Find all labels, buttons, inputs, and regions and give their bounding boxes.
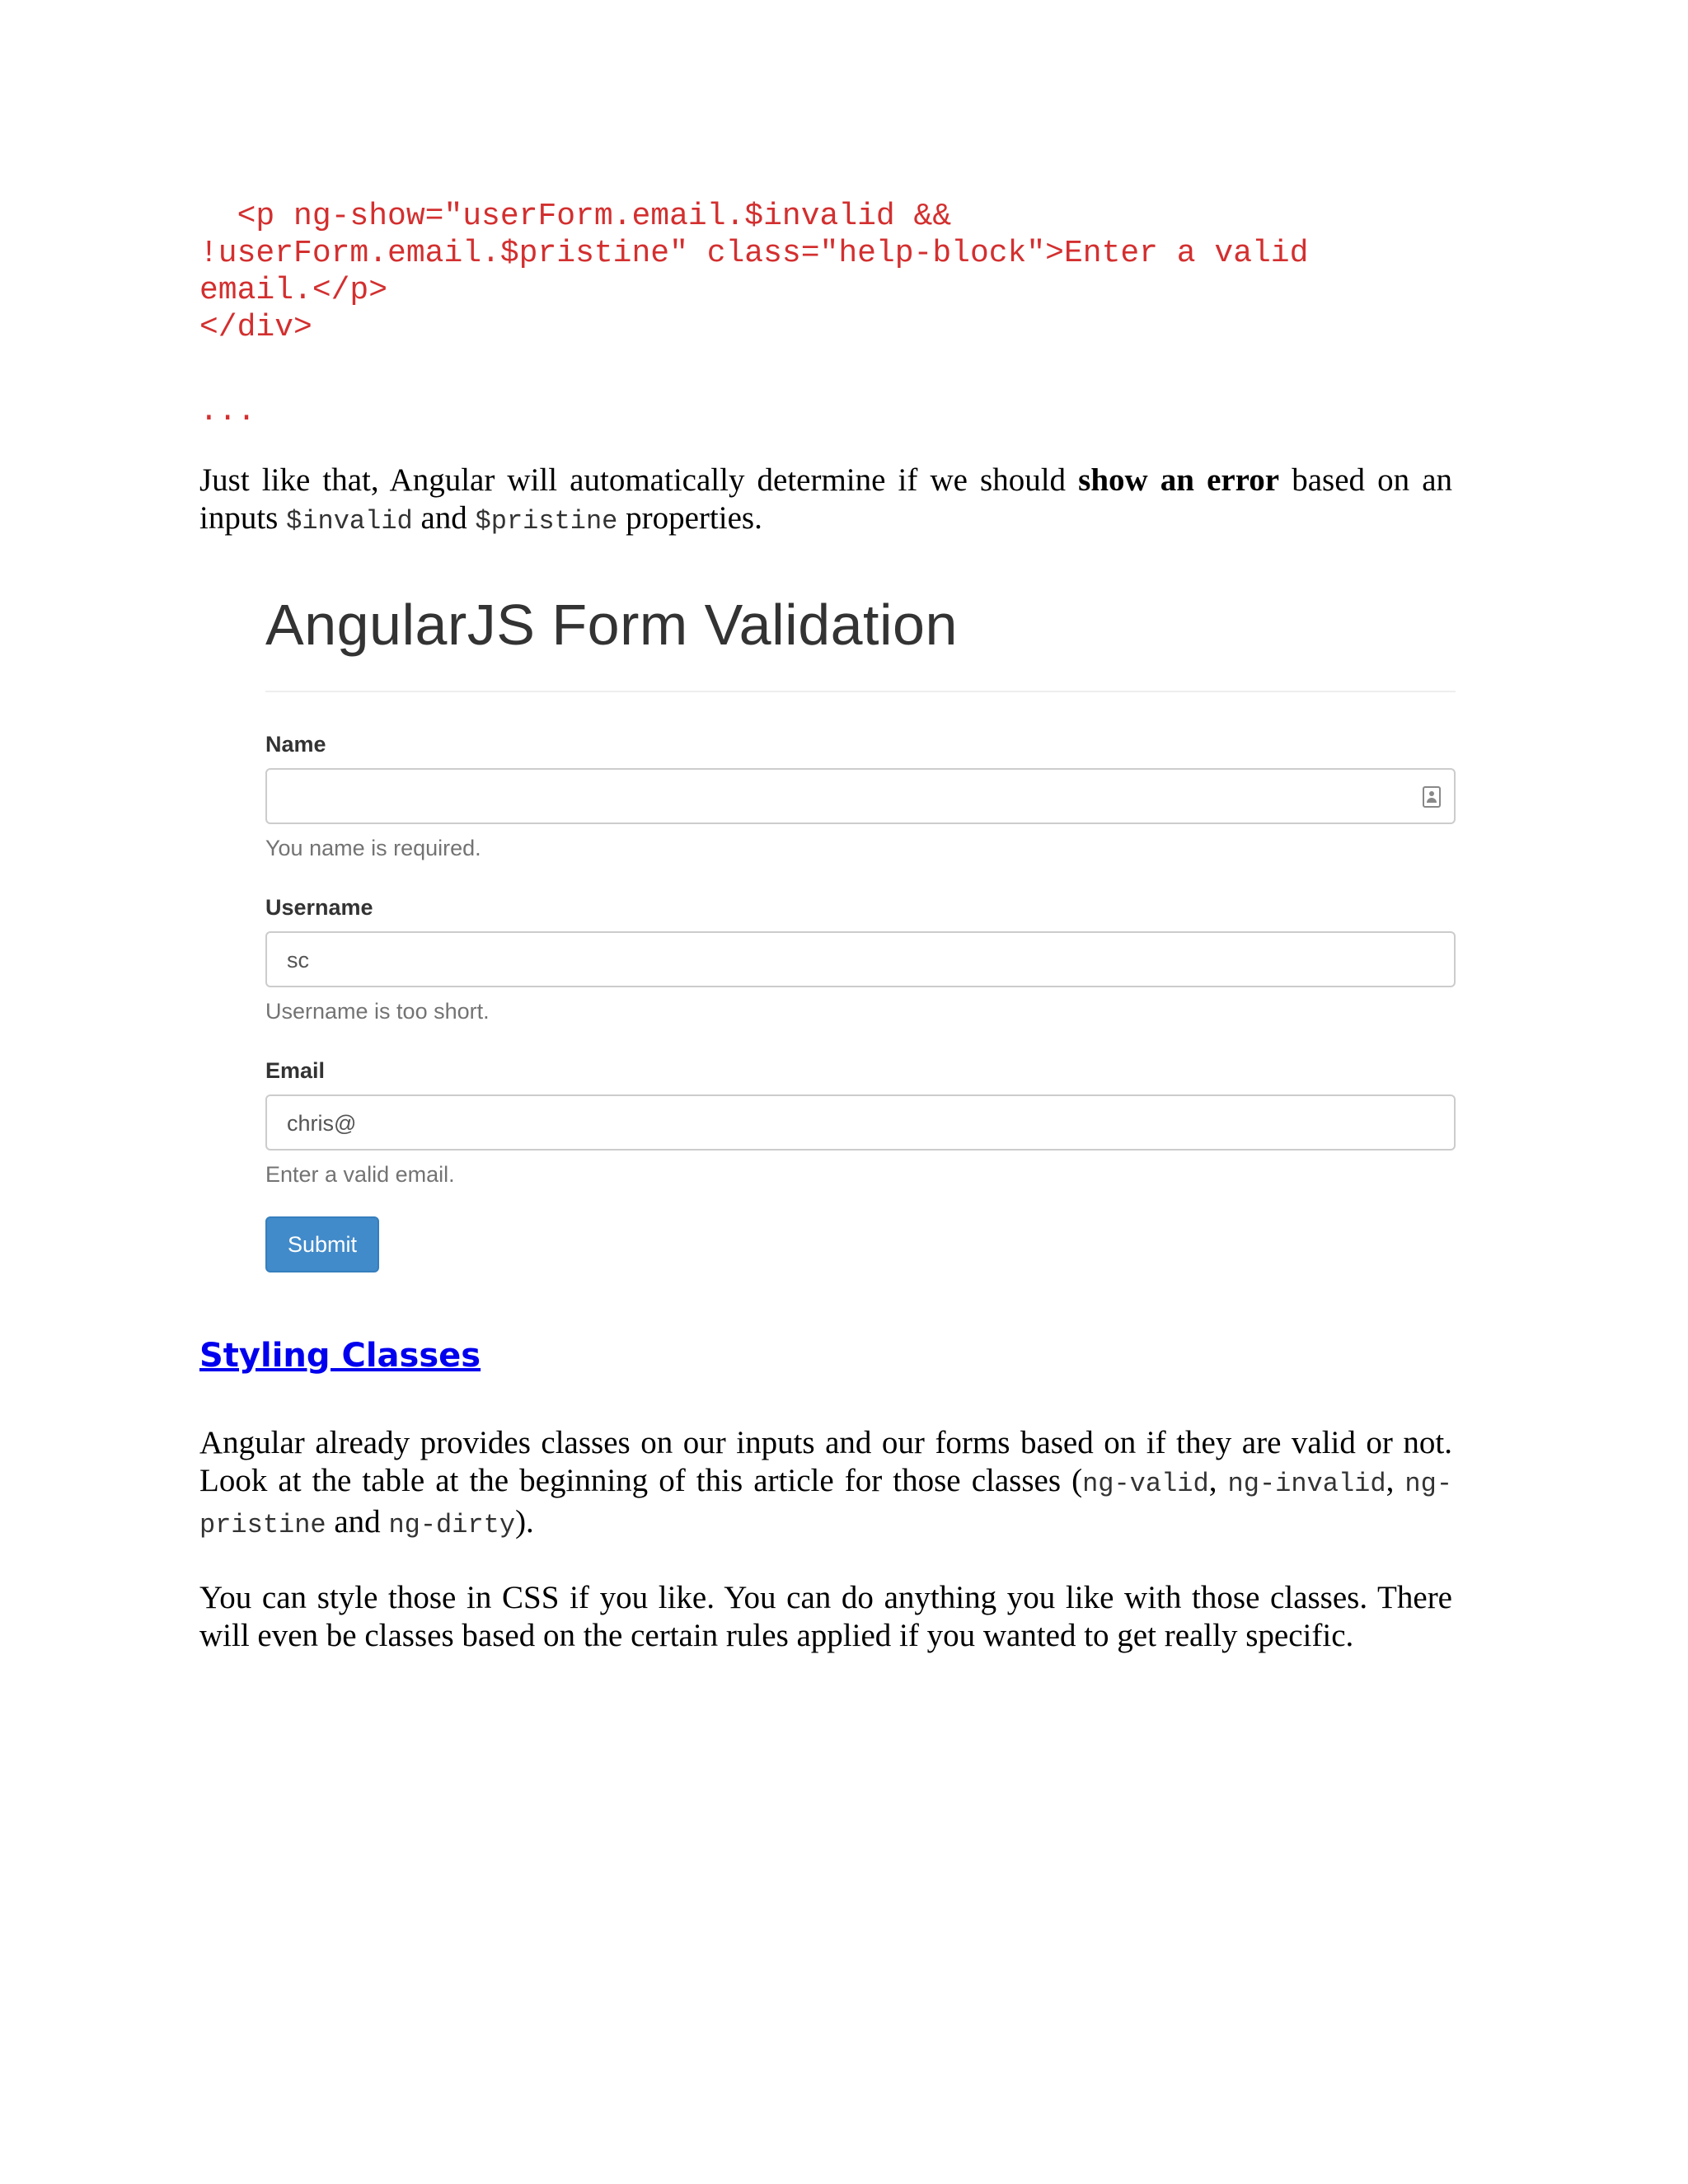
section-heading-link[interactable]: Styling Classes <box>199 1337 481 1375</box>
inline-code: ng-pristine <box>199 1469 1453 1540</box>
name-help-text: You name is required. <box>265 836 481 860</box>
text: Angular already provides classes on our inputs and our forms based on if they are valid or not. Look at the table at the beginning of this article for those classes ( <box>199 1425 1452 1498</box>
code-ellipsis: ... <box>199 394 256 429</box>
text: based on an inputs <box>199 462 1452 536</box>
email-help-text: Enter a valid email. <box>265 1162 455 1187</box>
inline-code: ng-dirty <box>388 1510 516 1540</box>
name-input[interactable] <box>265 768 1456 824</box>
code-line: <p ng-show="userForm.email.$invalid && <box>199 199 952 234</box>
inline-code: ng-valid <box>1082 1469 1209 1499</box>
username-label: Username <box>265 895 373 920</box>
text: and <box>326 1504 389 1540</box>
username-value: sc <box>287 948 309 972</box>
email-input[interactable] <box>265 1094 1456 1151</box>
submit-button[interactable]: Submit <box>265 1216 379 1272</box>
text: , <box>1208 1463 1228 1498</box>
username-input[interactable] <box>265 931 1456 987</box>
name-label: Name <box>265 732 326 757</box>
inline-code: $invalid <box>286 506 413 537</box>
text: ). <box>515 1504 534 1540</box>
divider <box>265 691 1456 692</box>
form-title: AngularJS Form Validation <box>265 593 958 657</box>
contact-card-icon[interactable] <box>1423 786 1441 808</box>
code-line: !userForm.email.$pristine" class="help-block">Enter a valid <box>199 236 1309 271</box>
text: , <box>1386 1463 1405 1498</box>
text: properties. <box>617 500 762 536</box>
code-line: </div> <box>199 310 312 345</box>
paragraph-styling: You can style those in CSS if you like. You can do anything you like with those classes. There will even be classes based on the certain rules applied if you wanted to get really specific. <box>199 1580 1452 1653</box>
text: and <box>412 500 476 536</box>
username-help-text: Username is too short. <box>265 999 490 1024</box>
inline-code: ng-invalid <box>1227 1469 1386 1499</box>
email-label: Email <box>265 1058 326 1083</box>
paragraph-intro <box>199 462 1452 541</box>
email-value: chris@ <box>287 1111 357 1136</box>
text: Just like that, Angular will automatically determine if we should <box>199 462 1079 498</box>
bold-text: show an error <box>1078 462 1280 498</box>
code-block <box>199 198 1308 346</box>
inline-code: $pristine <box>475 506 618 537</box>
form-screenshot <box>247 569 1475 1294</box>
code-line: email.</p> <box>199 273 388 308</box>
paragraph-classes <box>199 1424 1452 1544</box>
